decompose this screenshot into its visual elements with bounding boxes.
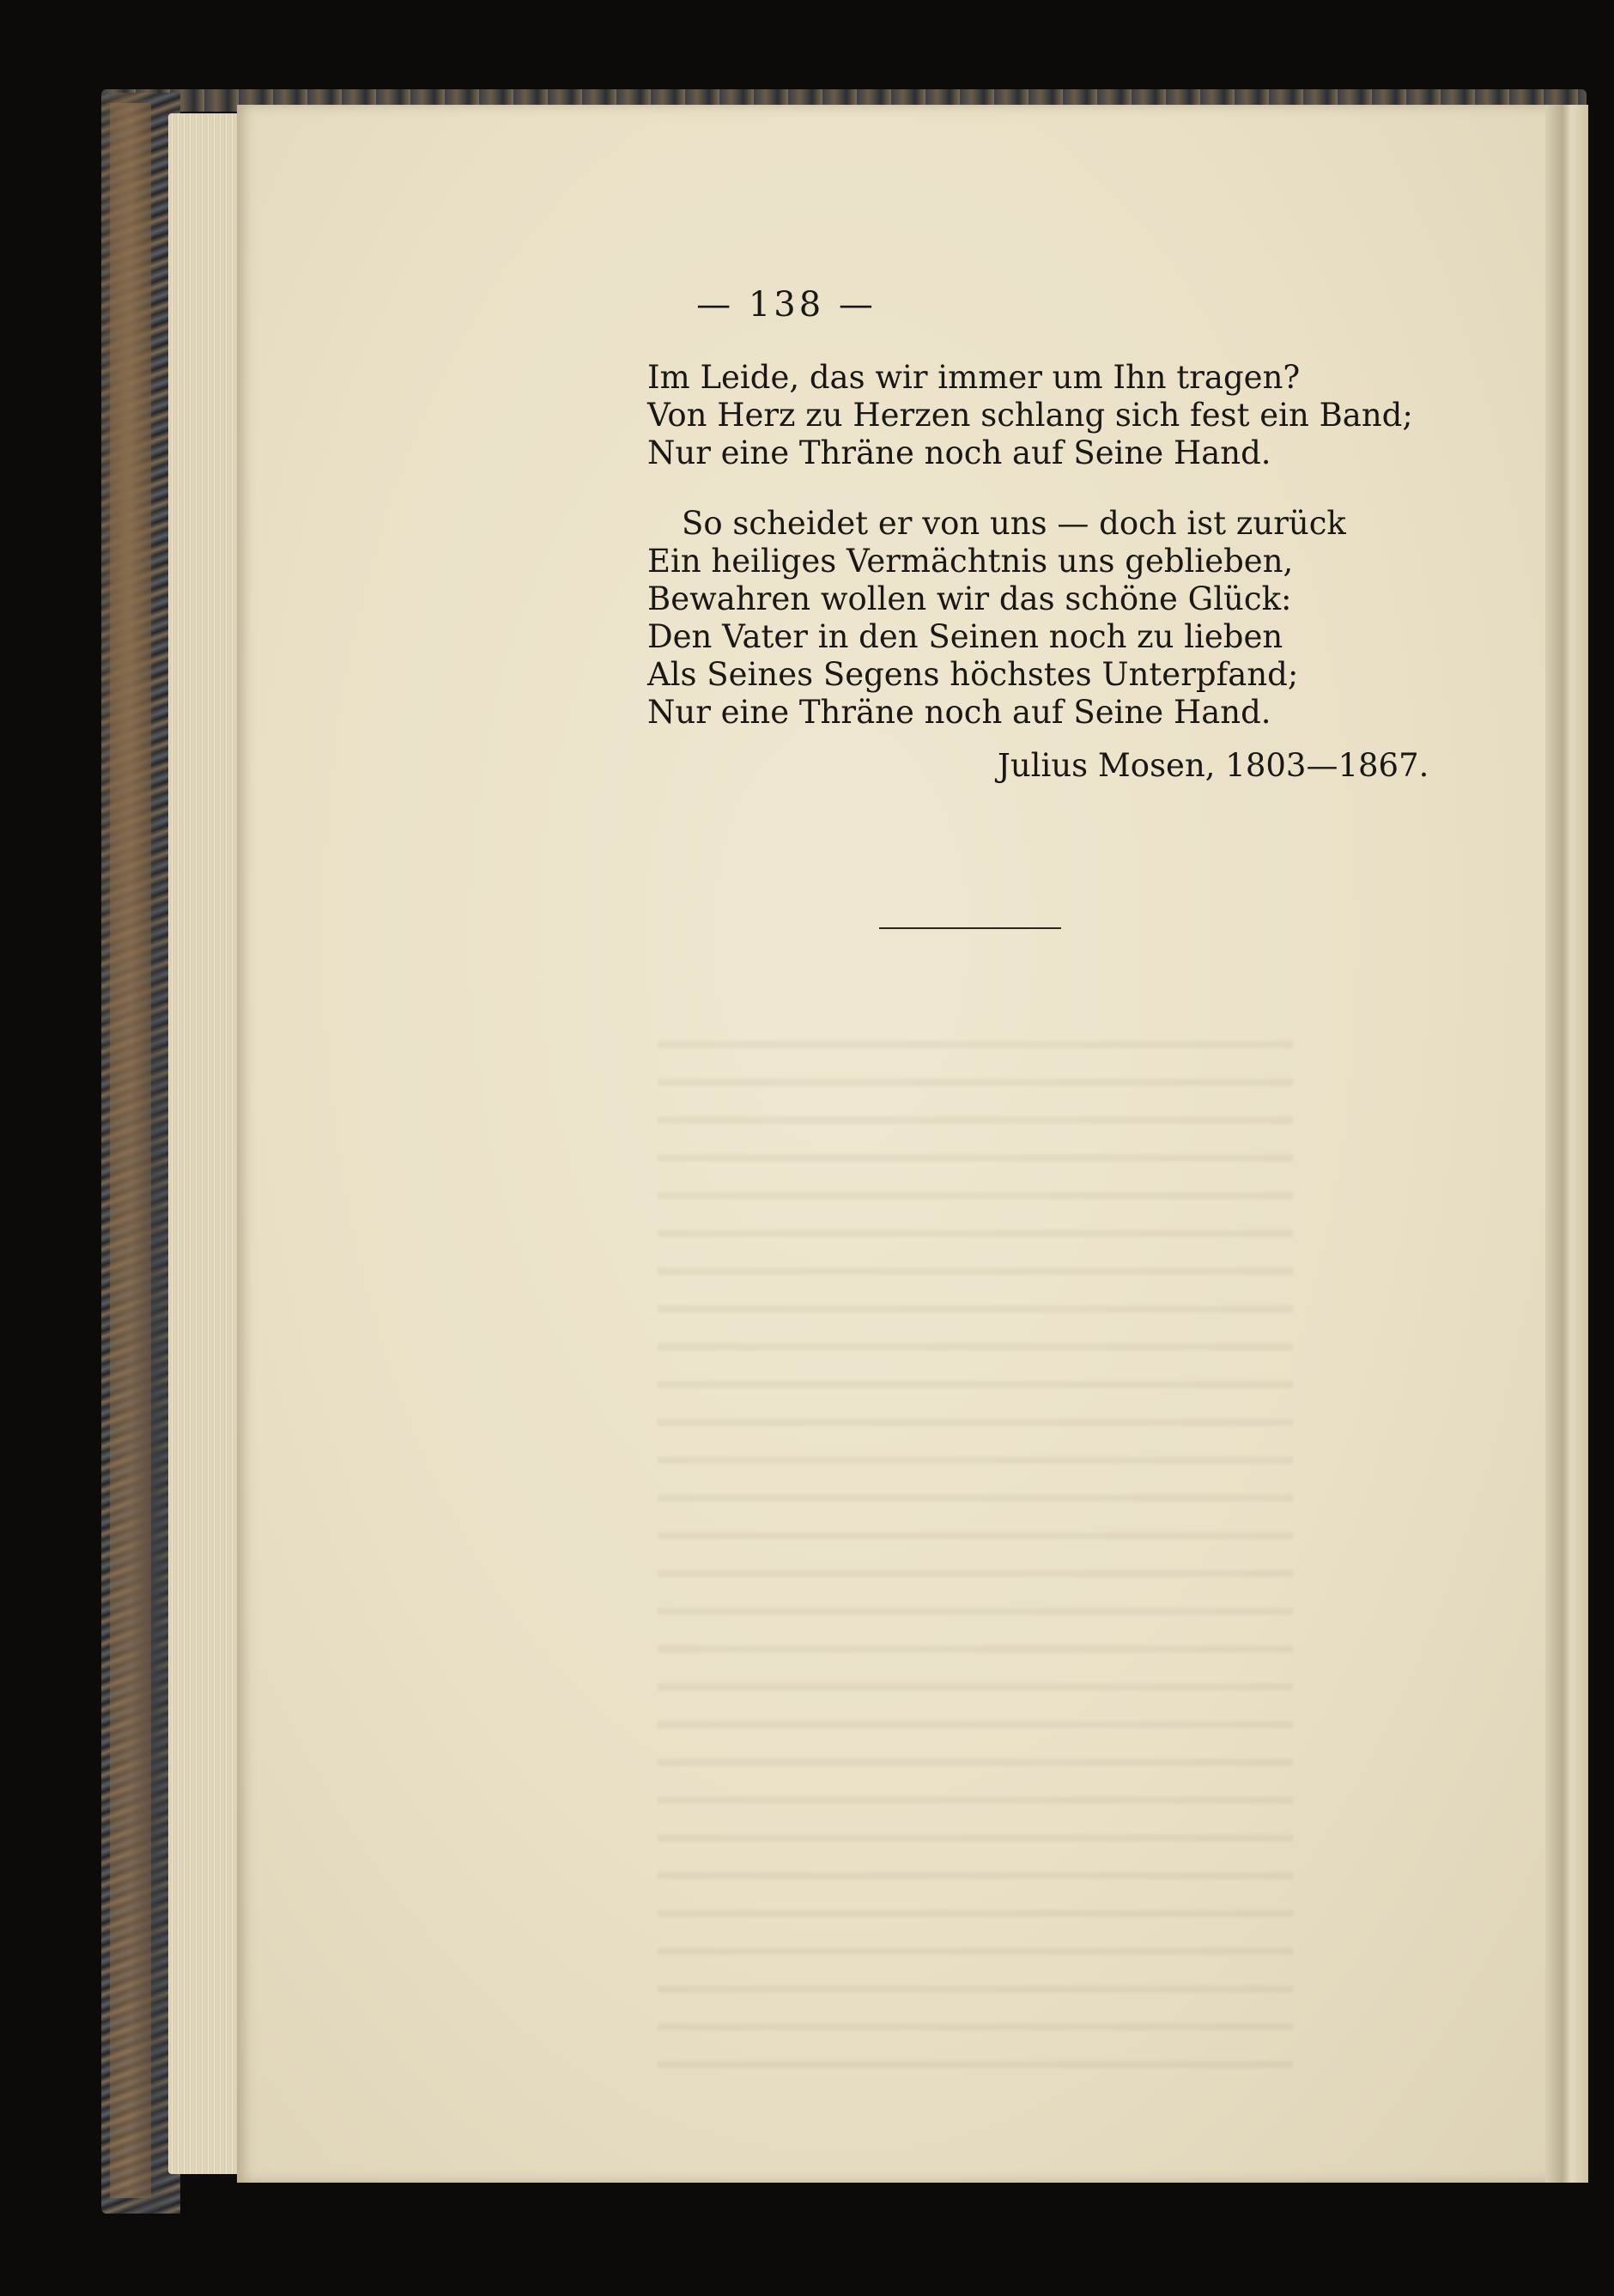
poem-stanza-2 — [647, 505, 1346, 732]
poem-line: Als Seines Segens höchstes Unterpfand; — [647, 656, 1299, 693]
page-edges — [168, 113, 246, 2174]
book-page — [237, 105, 1578, 2183]
poem-line: Ein heiliges Vermächtnis uns geblieben, — [647, 543, 1294, 580]
poem-stanza-1 — [647, 359, 1413, 472]
poem-line: Von Herz zu Herzen schlang sich fest ein Band; — [647, 397, 1413, 434]
poem-line: Nur eine Thräne noch auf Seine Hand. — [647, 694, 1271, 731]
poem-line: Bewahren wollen wir das schöne Glück: — [647, 580, 1292, 617]
section-divider-rule — [879, 927, 1061, 929]
page-number: — 138 — — [696, 285, 877, 325]
book-spine-leather — [110, 103, 151, 2198]
page-text — [237, 105, 1578, 2183]
poem-attribution: Julius Mosen, 1803—1867. — [998, 747, 1429, 784]
poem-line: So scheidet er von uns — doch ist zurück — [682, 505, 1346, 542]
poem-line: Nur eine Thräne noch auf Seine Hand. — [647, 434, 1271, 471]
book-gutter — [1545, 105, 1588, 2183]
poem-line: Den Vater in den Seinen noch zu lieben — [647, 618, 1283, 655]
poem-line: Im Leide, das wir immer um Ihn tragen? — [647, 359, 1301, 396]
